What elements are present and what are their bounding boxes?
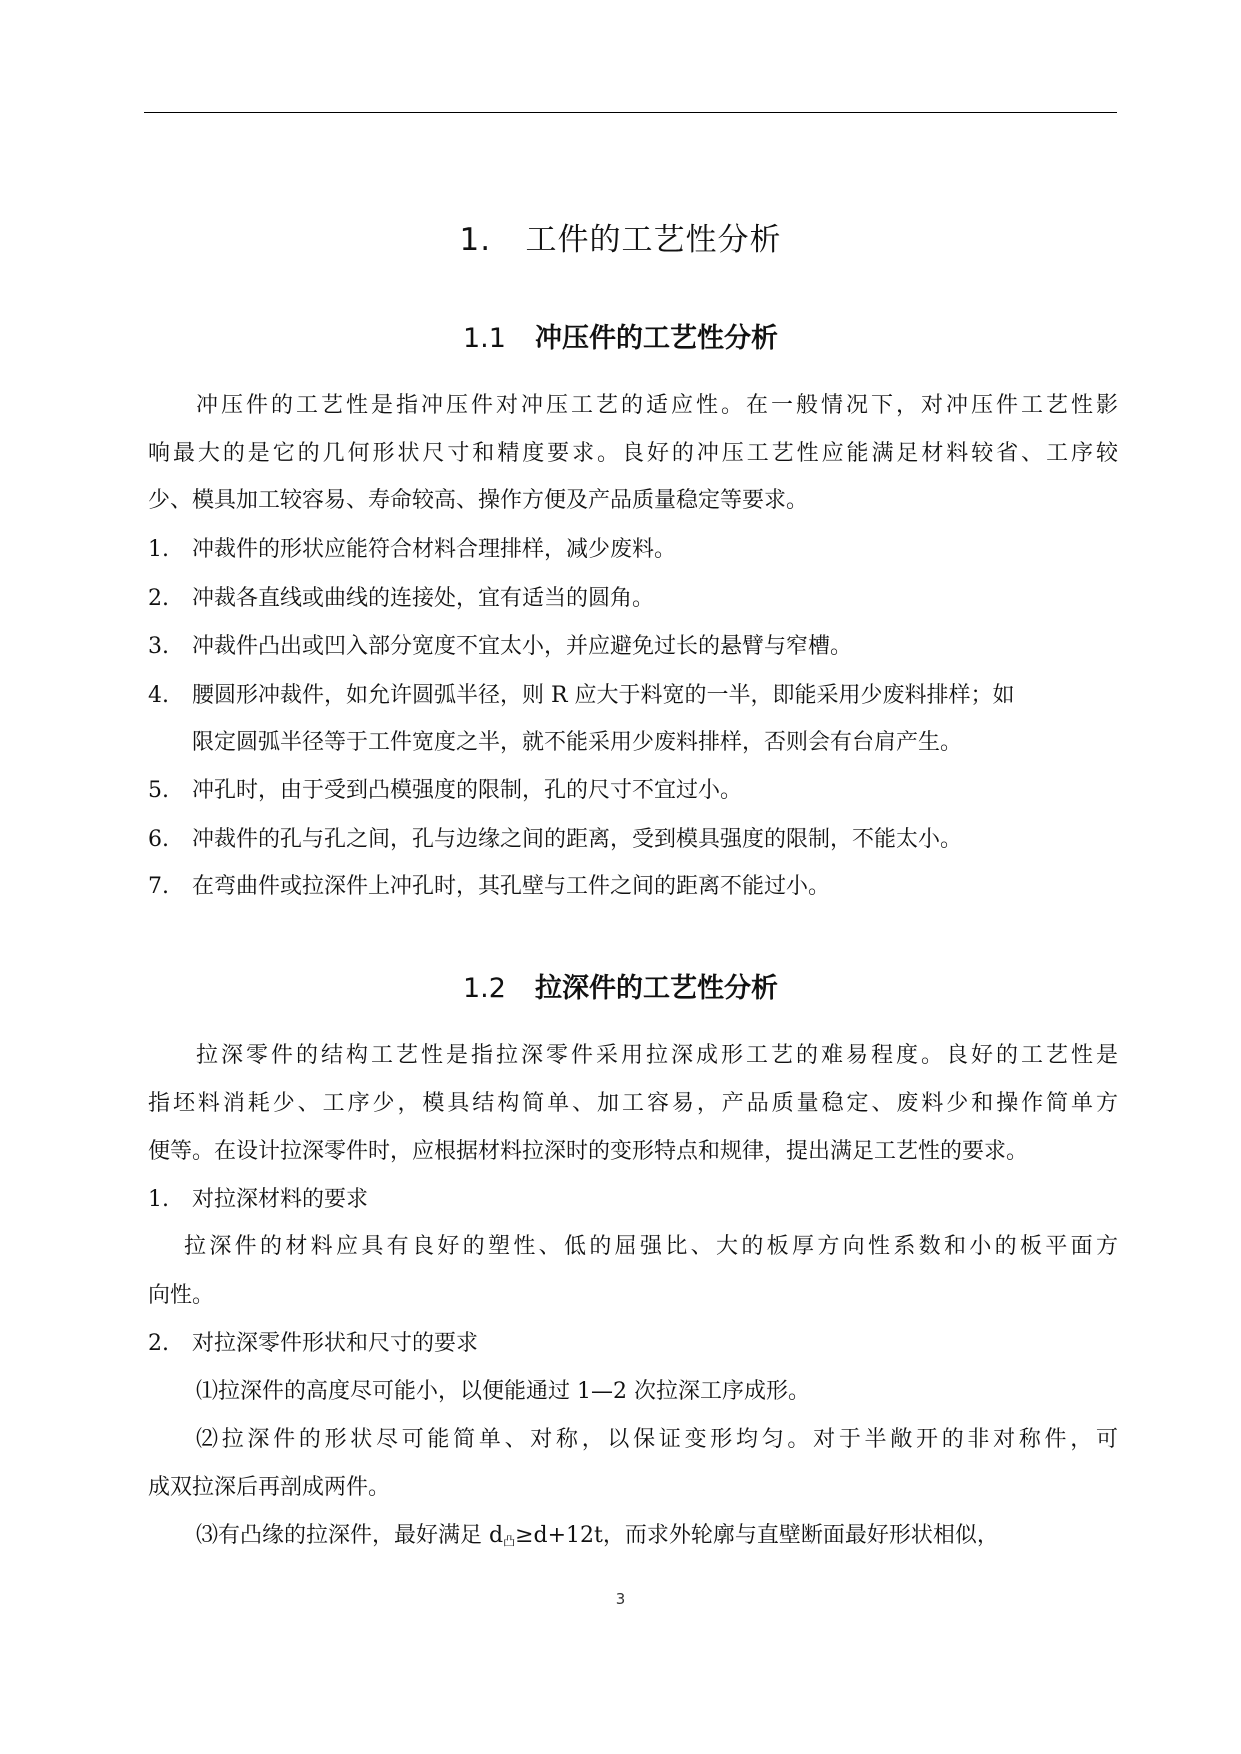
paragraph-line: 冲压件的工艺性是指冲压件对冲压工艺的适应性。在一般情况下，对冲压件工艺性影 <box>196 393 1118 418</box>
list-item: 5. 冲孔时，由于受到凸模强度的限制，孔的尺寸不宜过小。 <box>148 778 743 803</box>
requirement-heading: 1. 对拉深材料的要求 <box>148 1187 369 1212</box>
list-item: 2. 冲裁各直线或曲线的连接处，宜有适当的圆角。 <box>148 586 655 611</box>
paragraph-line: 拉深件的材料应具有良好的塑性、低的屈强比、大的板厚方向性系数和小的板平面方 <box>184 1234 1118 1259</box>
paragraph-line: 响最大的是它的几何形状尺寸和精度要求。良好的冲压工艺性应能满足材料较省、工序较 <box>148 441 1118 466</box>
paragraph-line: 指坯料消耗少、工序少，模具结构简单、加工容易，产品质量稳定、废料少和操作简单方 <box>148 1091 1118 1116</box>
chapter-title: 1. 工件的工艺性分析 <box>459 222 782 258</box>
list-item: 3. 冲裁件凸出或凹入部分宽度不宜太小，并应避免过长的悬臂与窄槽。 <box>148 634 853 659</box>
list-item-continuation: 限定圆弧半径等于工件宽度之半，就不能采用少废料排样，否则会有台肩产生。 <box>192 730 963 755</box>
section-heading-1-2: 1.2 拉深件的工艺性分析 <box>463 973 778 1004</box>
requirement-item: ⑶有凸缘的拉深件，最好满足 $d_凸\ge d+12t$，而求外轮廓与直壁断面最好形状相似， <box>196 1523 999 1548</box>
paragraph-line: 拉深零件的结构工艺性是指拉深零件采用拉深成形工艺的难易程度。良好的工艺性是 <box>196 1043 1118 1068</box>
requirement-item: ⑵拉深件的形状尽可能简单、对称，以保证变形均匀。对于半敞开的非对称件，可 <box>196 1427 1118 1452</box>
list-item: 1. 冲裁件的形状应能符合材料合理排样，减少废料。 <box>148 537 677 562</box>
section-heading-1-1: 1.1 冲压件的工艺性分析 <box>463 323 778 354</box>
page-number: 3 <box>615 1590 626 1608</box>
requirement-heading: 2. 对拉深零件形状和尺寸的要求 <box>148 1331 479 1356</box>
header-rule <box>144 112 1117 113</box>
paragraph-line: 向性。 <box>148 1283 215 1308</box>
requirement-item: 成双拉深后再剖成两件。 <box>148 1475 391 1500</box>
list-item: 7. 在弯曲件或拉深件上冲孔时，其孔壁与工件之间的距离不能过小。 <box>148 874 831 899</box>
requirement-item: ⑴拉深件的高度尽可能小，以便能通过 1—2 次拉深工序成形。 <box>196 1379 810 1404</box>
list-item: 6. 冲裁件的孔与孔之间，孔与边缘之间的距离，受到模具强度的限制，不能太小。 <box>148 827 963 852</box>
paragraph-line: 少、模具加工较容易、寿命较高、操作方便及产品质量稳定等要求。 <box>148 488 809 513</box>
paragraph-line: 便等。在设计拉深零件时，应根据材料拉深时的变形特点和规律，提出满足工艺性的要求。 <box>148 1139 1029 1164</box>
list-item: 4. 腰圆形冲裁件，如允许圆弧半径，则 R 应大于料宽的一半，即能采用少废料排样；如 <box>148 683 1015 708</box>
